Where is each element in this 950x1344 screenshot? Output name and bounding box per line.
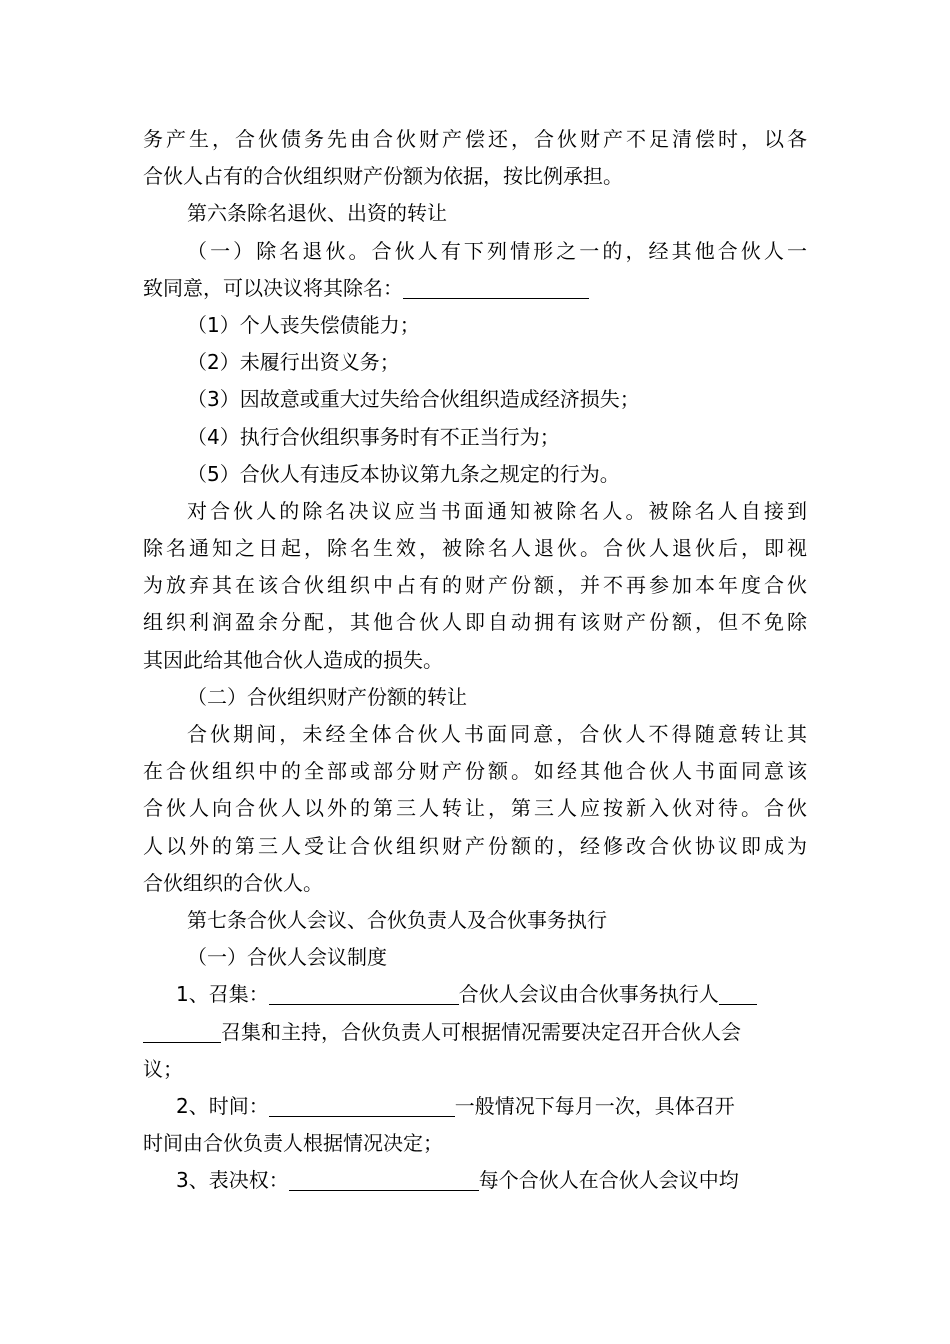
paragraph-line: 除名通知之日起，除名生效，被除名人退伙。合伙人退伙后，即视 bbox=[143, 536, 807, 561]
fill-in-blank[interactable] bbox=[143, 1020, 221, 1043]
line-text: 一般情况下每月一次，具体召开 bbox=[454, 1093, 735, 1118]
article-heading: 第六条除名退伙、出资的转让 bbox=[187, 201, 447, 226]
line-text: 合伙人会议由合伙事务执行人 bbox=[458, 982, 719, 1007]
section-heading: （二）合伙组织财产份额的转让 bbox=[187, 684, 467, 709]
article-heading: 第七条合伙人会议、合伙负责人及合伙事务执行 bbox=[187, 907, 607, 932]
paragraph-line bbox=[143, 1014, 807, 1051]
line-text: 3、表决权： bbox=[176, 1168, 289, 1193]
paragraph-line: 合伙人占有的合伙组织财产份额为依据，按比例承担。 bbox=[143, 164, 623, 189]
line-text: 1、召集： bbox=[176, 982, 269, 1007]
list-item: （4）执行合伙组织事务时有不正当行为； bbox=[187, 424, 560, 449]
paragraph-line: 对合伙人的除名决议应当书面通知被除名人。被除名人自接到 bbox=[187, 498, 807, 523]
paragraph-line: 组织利润盈余分配，其他合伙人即自动拥有该财产份额，但不免除 bbox=[143, 610, 807, 635]
paragraph-line: 合伙期间，未经全体合伙人书面同意，合伙人不得随意转让其 bbox=[187, 722, 807, 746]
paragraph-line: 合伙人向合伙人以外的第三人转让，第三人应按新入伙对待。合伙 bbox=[143, 796, 807, 821]
paragraph-line: 务产生，合伙债务先由合伙财产偿还，合伙财产不足清偿时，以各 bbox=[143, 127, 807, 151]
fill-in-blank[interactable] bbox=[289, 1168, 479, 1191]
section-heading: （一）合伙人会议制度 bbox=[187, 945, 387, 970]
paragraph-line: 其因此给其他合伙人造成的损失。 bbox=[143, 647, 443, 672]
section-heading: （一）除名退伙。合伙人有下列情形之一的，经其他合伙人一 bbox=[187, 238, 807, 263]
paragraph-line: 议； bbox=[143, 1056, 183, 1081]
fill-in-blank[interactable] bbox=[719, 982, 757, 1005]
fill-in-blank[interactable] bbox=[269, 1094, 455, 1117]
paragraph-line: 合伙组织的合伙人。 bbox=[143, 870, 323, 895]
paragraph-line bbox=[143, 1088, 807, 1125]
list-item: （1）个人丧失偿债能力； bbox=[187, 312, 420, 337]
list-item: （2）未履行出资义务； bbox=[187, 350, 400, 375]
paragraph-line: 时间由合伙负责人根据情况决定； bbox=[143, 1131, 443, 1156]
paragraph-line: 为放弃其在该合伙组织中占有的财产份额，并不再参加本年度合伙 bbox=[143, 573, 807, 598]
fill-in-blank[interactable] bbox=[269, 982, 459, 1005]
paragraph-line bbox=[143, 270, 807, 307]
paragraph-line: 人以外的第三人受让合伙组织财产份额的，经修改合伙协议即成为 bbox=[143, 833, 807, 858]
line-text: 致同意，可以决议将其除名： bbox=[143, 275, 403, 300]
paragraph-line: 在合伙组织中的全部或部分财产份额。如经其他合伙人书面同意该 bbox=[143, 759, 807, 784]
list-item: （3）因故意或重大过失给合伙组织造成经济损失； bbox=[187, 387, 640, 412]
list-item: （5）合伙人有违反本协议第九条之规定的行为。 bbox=[187, 461, 620, 486]
paragraph-line bbox=[143, 976, 807, 1013]
line-text: 召集和主持，合伙负责人可根据情况需要决定召开合伙人会 bbox=[221, 1019, 741, 1044]
fill-in-blank[interactable] bbox=[403, 276, 589, 299]
line-text: 每个合伙人在合伙人会议中均 bbox=[478, 1168, 739, 1193]
line-text: 2、时间： bbox=[176, 1093, 269, 1118]
document-body bbox=[143, 121, 807, 1199]
paragraph-line bbox=[143, 1162, 807, 1199]
